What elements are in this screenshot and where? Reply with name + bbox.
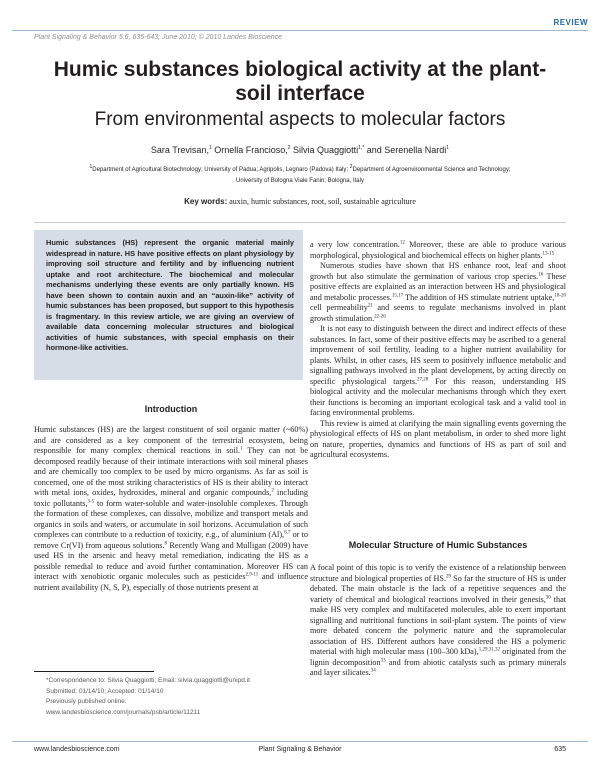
text-run: and influence nutrient availability (N, S, P), especially of those nutrients present at xyxy=(34,572,308,592)
footnote-rule xyxy=(34,671,154,672)
text-run: to form water-soluble and water-insoluble complexes. Through the formation of these complexes, can dissolve, mobilize and transport metals and organics in soils and waters, or accumulate in soil horizons. Accumulation of such complexes can contribute to a reduction of toxicity, e.g., of aluminium (Al), xyxy=(34,498,308,539)
affiliation: University of Bologna Viale Fanin; Bologna, Italy xyxy=(236,178,364,184)
citation-ref: 6,7 xyxy=(284,530,291,536)
affiliation-line xyxy=(30,178,570,184)
footer-journal: Plant Signaling & Behavior xyxy=(258,746,342,753)
citation-ref: 1 xyxy=(240,446,243,452)
molecular-structure-body xyxy=(310,563,566,679)
keywords-text: auxin, humic substances, root, soil, sustainable agriculture xyxy=(227,197,416,206)
citation-header: Plant Signaling & Behavior 5:6, 635-643; June 2010; © 2010 Landes Bioscience xyxy=(34,34,282,41)
citation-ref: 18-20 xyxy=(554,292,566,298)
paragraph xyxy=(310,240,566,261)
text-run: These positive effects are explained as an interaction between HS and physiological and metabolic processes. xyxy=(310,271,566,302)
paragraph xyxy=(310,419,566,461)
text-run: Humic substances (HS) are the largest constituent of soil organic matter (~60%) and are considered as a key component of the terrestrial ecosystem, being responsible for many complex chemical reactions in soil. xyxy=(34,425,308,455)
text-run: It is not easy to distinguish between the direct and indirect effects of these substances. In fact, some of their positive effects may be ascribed to a general improvement of soil fertility, leading to a higher nutrient availability for plants. Whilst, in other cases, HS seem to positively influence metabolic and signalling pathways involved in the plant development, by acting directly on specific physiological targets. xyxy=(310,324,566,386)
paragraph xyxy=(34,425,308,593)
author-sup: 2 xyxy=(287,145,291,151)
affiliation: Department of Agricultural Biotechnology; University of Padua; Agripolis, Legnaro (Padova) Italy; xyxy=(92,167,350,173)
text-run: For this reason, understanding HS biological activity and the molecular mechanisms through which they exert their functions is becoming an important ecological task and a valid tool in facing environmental problems. xyxy=(310,376,567,417)
page-number: 635 xyxy=(554,746,566,753)
text-run: including toxic pollutants, xyxy=(34,488,308,508)
text-run: and from abiotic catalysts such as primary minerals and layer silicates. xyxy=(310,657,566,677)
article-subtitle: From environmental aspects to molecular factors xyxy=(94,109,506,130)
citation-ref: 8 xyxy=(164,540,168,546)
citation-ref: 21 xyxy=(367,303,373,309)
text-run: originated from the lignin decomposition xyxy=(310,647,566,667)
introduction-body xyxy=(34,425,308,593)
citation-ref: 1,29,31,32 xyxy=(478,647,500,653)
header-rule xyxy=(12,30,588,31)
author-sup: 1 xyxy=(208,145,212,151)
author: Silvia Quaggiotti xyxy=(290,145,359,155)
text-run: The addition of HS stimulate nutrient uptake, xyxy=(403,292,555,302)
author: Ornella Francioso, xyxy=(211,145,288,155)
publication-note: Previously published online: xyxy=(46,698,127,705)
author: Sara Trevisan, xyxy=(150,145,209,155)
citation-ref: 34 xyxy=(370,668,376,674)
text-run: and seems to regulate mechanisms involved in plant growth stimulation. xyxy=(310,303,566,323)
text-run: Numerous studies have shown that HS enhance root, leaf and shoot growth but also stimulate the germination of various crop species. xyxy=(310,261,566,281)
affiliation-sup: 2 xyxy=(349,164,353,170)
correspondence-note: *Correspondence to: Silvia Quaggiotti; Email: silvia.quaggiotti@unipd.it xyxy=(46,677,250,684)
citation-ref: 2,9-11 xyxy=(245,572,259,578)
keywords xyxy=(40,197,560,206)
citation-ref: 29 xyxy=(446,573,452,579)
citation-ref: 33 xyxy=(380,657,386,663)
citation-ref: 2 xyxy=(271,488,274,494)
right-column-body xyxy=(310,240,566,461)
abstract: Humic substances (HS) represent the organic material mainly widespread in nature. HS have positive effects on plant physiology by improving soil structure and fertility and by influencing nutrient uptake and root architecture. The biochemical and molecular mechanisms underlying these events are only partially known. HS have been shown to contain auxin and an “auxin-like” activity of humic substances has been proposed, but support to this hypothesis is fragmentary. In this review article, we are giving an overview of available data concerning molecular structures and biological activities of humic substances, with special emphasis on their hormone-like activities. xyxy=(46,238,294,352)
citation-ref: 30 xyxy=(545,594,551,600)
affiliation: Department of Agroenvironmental Science and Technology; xyxy=(352,167,511,173)
text-run: A focal point of this topic is to verify the existence of a relationship between structure and biological properties of HS. xyxy=(310,563,566,583)
text-run: cell permeability xyxy=(310,303,368,312)
footnotes xyxy=(46,676,308,718)
text-run: or to remove Cr(VI) from aqueous solutions. xyxy=(34,530,308,550)
text-run: This review is aimed at clarifying the main signalling events governing the physiological effects of HS on plant metabolism, in order to shed more light on nature, properties, dynamics and functions of HS as part of soil and agricultural ecosystems. xyxy=(310,418,566,459)
footer-website-link[interactable]: www.landesbioscience.com xyxy=(34,746,120,753)
author: and Serenella Nardi xyxy=(364,145,447,155)
citation-ref: 15,17 xyxy=(391,292,404,298)
text-run: Recently Wang and Mulligan (2009) have used HS in the arsenic and heavy metal remediation, indicating the HS as a possible remedial to reduce and avoid further contamination. Moreover HS can interact with xenobiotic organic molecules such as pesticides xyxy=(34,540,308,581)
article-url[interactable]: www.landesbioscience.com/journals/psb/article/11211 xyxy=(46,708,201,716)
text-run: So far the structure of HS is under debated. The main obstacle is the lack of a repetitive sequences and the variety of chemical and biological reactions involved in their genesis, xyxy=(310,573,566,604)
text-run: Moreover, these are able to produce various morphological, physiological and biochemical effects on higher plants. xyxy=(310,240,566,260)
introduction-heading: Introduction xyxy=(144,404,198,414)
citation-ref: 13-15 xyxy=(542,250,555,256)
section-label: REVIEW xyxy=(553,18,588,27)
citation-ref: 22-26 xyxy=(374,313,386,319)
affiliation-line xyxy=(30,164,570,173)
keywords-rule xyxy=(34,222,566,223)
author-sup: 1,* xyxy=(358,145,365,151)
keywords-label: Key words: xyxy=(184,197,228,206)
submission-dates: Submitted: 01/14/10; Accepted: 01/14/10 xyxy=(46,687,164,695)
text-run: They can not be decomposed readily because of their intimate interactions with soil mineral phases and are chemically too complex to be used by micro organisms. As far as soil is concerned, one of the most striking characteristics of HS is their ability to interact with metal ions, oxides, hydroxides, mineral and organic compounds, xyxy=(34,446,308,497)
text-run: that make HS very complex and multifaceted molecules, able to exert important signalling and nutritional functions in soil-plant system. The points of view more debated concern the polymeric nature and the supramolecular association of HS. Different authors have considered the HS a polymeric material with high molecular mass (100–300 kDa), xyxy=(310,594,567,656)
affiliation-sup: 1 xyxy=(89,164,93,170)
author-list xyxy=(40,145,560,155)
footer-rule xyxy=(12,741,588,742)
paragraph xyxy=(310,324,566,419)
article-title: Humic substances biological activity at the plant-soil interface xyxy=(53,58,547,105)
author-sup: 1 xyxy=(446,145,450,151)
paragraph xyxy=(310,261,566,324)
citation-ref: 16 xyxy=(538,271,544,277)
citation-ref: 12 xyxy=(399,240,405,246)
citation-ref: 3-5 xyxy=(87,498,95,504)
text-run: a very low concentration. xyxy=(310,240,400,249)
paragraph xyxy=(310,563,566,679)
citation-ref: 27,28 xyxy=(417,376,429,382)
molecular-structure-heading: Molecular Structure of Humic Substances xyxy=(348,540,528,550)
